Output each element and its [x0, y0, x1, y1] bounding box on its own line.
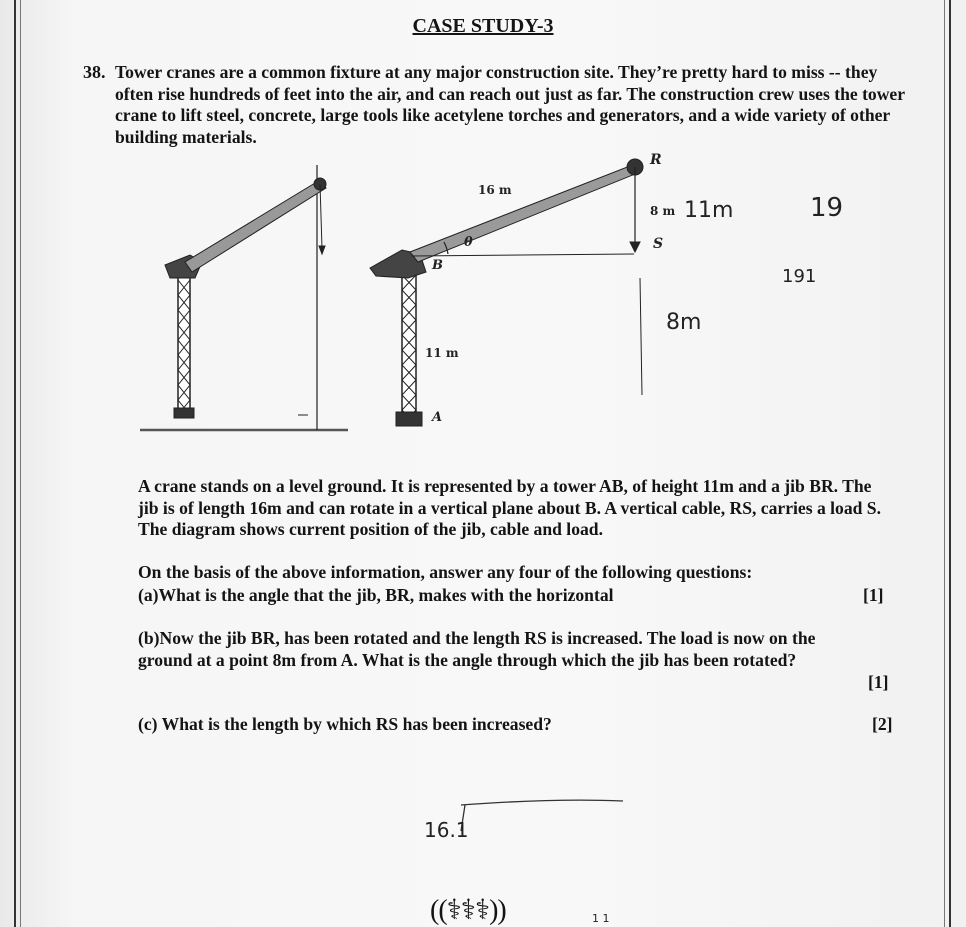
angle-theta-label: θ [464, 235, 473, 250]
handwritten-19: 19 [810, 193, 844, 223]
handwritten-8m: 8m [666, 310, 702, 335]
handwritten-bottom-note: 16.1 [424, 818, 469, 842]
crane-diagram [130, 150, 760, 440]
left-border-inner [20, 0, 21, 927]
handwritten-11m: 11m [684, 198, 734, 223]
point-a-label: A [432, 410, 443, 425]
jib-length-label: 16 m [478, 183, 512, 197]
question-c-marks: [2] [872, 714, 893, 734]
point-b-label: B [432, 258, 443, 273]
right-border-outer [949, 0, 951, 927]
point-s-label: S [653, 236, 664, 252]
right-border-inner [944, 0, 945, 927]
left-border-outer [14, 0, 16, 927]
cable-length-label: 8 m [650, 204, 676, 218]
tower-height-label: 11 m [425, 346, 459, 360]
question-number: 38. [83, 62, 106, 82]
footer-logo: ((⚕⚕⚕)) [430, 895, 506, 926]
left-crane-illustration [140, 165, 348, 430]
instruction-text: On the basis of the above information, answer any four of the following questions: [138, 562, 753, 582]
question-b-marks: [1] [868, 672, 889, 692]
handwritten-underline [455, 795, 630, 835]
question-b-text: (b)Now the jib BR, has been rotated and the length RS is increased. The load is now on the ground at a point 8m from A. What is the angle through which the jib has been rotated? [138, 628, 816, 670]
question-a-marks: [1] [863, 585, 884, 605]
question-a-text: (a)What is the angle that the jib, BR, makes with the horizontal [138, 585, 614, 605]
case-study-heading: CASE STUDY-3 [412, 15, 554, 37]
footer-page-mark: 1 1 [592, 912, 610, 925]
point-r-label: R [650, 152, 662, 168]
question-c-text: (c) What is the length by which RS has been increased? [138, 714, 552, 734]
handwritten-191: 191 [782, 266, 817, 287]
intro-paragraph: Tower cranes are a common fixture at any major construction site. They’re pretty hard to miss -- they often rise hundreds of feet into the air, and can reach out just as far. The construction crew uses the tower crane to lift steel, concrete, large tools like acetylene torches and generators, and a wide variety of other building materials. [115, 62, 905, 147]
description-paragraph: A crane stands on a level ground. It is represented by a tower AB, of height 11m and a jib BR. The jib is of length 16m and can rotate in a vertical plane about B. A vertical cable, RS, carries a load S. The diagram shows current position of the jib, cable and load. [138, 476, 881, 539]
